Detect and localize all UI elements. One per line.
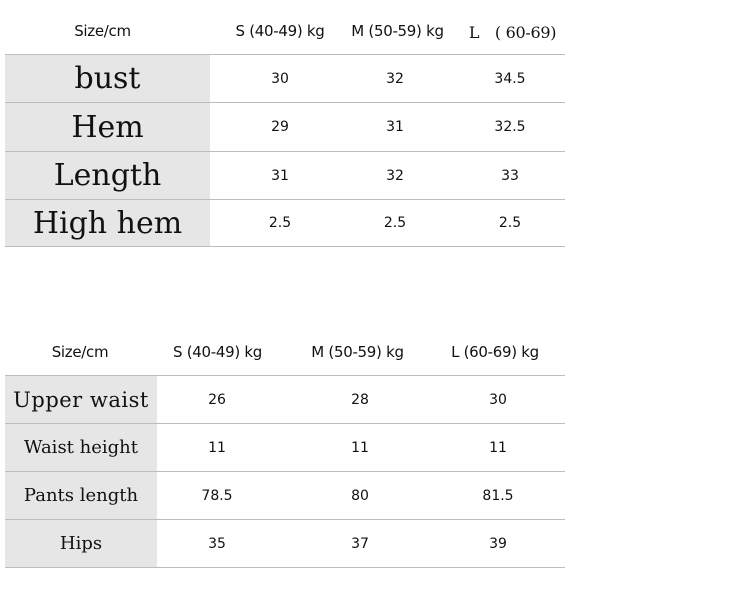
row-label-pants-length: Pants length	[5, 472, 157, 519]
value-cell: 11	[208, 439, 226, 456]
row-label-length: Length	[5, 152, 210, 199]
table-row	[0, 376, 565, 423]
value-cell: 35	[208, 535, 226, 552]
table-row	[0, 55, 565, 102]
value-cell: 2.5	[268, 215, 292, 231]
value-cell: 32	[386, 167, 404, 184]
table-row	[0, 424, 565, 471]
value-cell: 2.5	[383, 215, 407, 231]
value-cell: 30	[271, 70, 289, 87]
table-row	[0, 152, 565, 199]
row-label-hips: Hips	[5, 520, 157, 567]
table-header	[0, 330, 565, 374]
header-size-s: S (40-49) kg	[173, 343, 262, 361]
row-label-high-hem: High hem	[5, 200, 210, 246]
header-size-s: S (40-49) kg	[235, 22, 325, 40]
divider	[5, 567, 565, 568]
value-cell: 11	[351, 439, 369, 456]
value-cell: 37	[351, 535, 369, 552]
value-cell: 32.5	[494, 119, 526, 135]
row-label-waist-height: Waist height	[5, 424, 157, 471]
value-cell: 32	[386, 70, 404, 87]
value-cell: 81.5	[482, 487, 514, 504]
value-cell: 2.5	[498, 215, 522, 231]
value-cell: 80	[351, 487, 369, 504]
header-size-l: L ( 60-69)	[468, 22, 557, 42]
value-cell: 11	[489, 439, 507, 456]
value-cell: 28	[351, 391, 369, 408]
row-label-bust: bust	[5, 55, 210, 102]
value-cell: 29	[271, 119, 289, 135]
table-row	[0, 472, 565, 519]
header-size-cm: Size/cm	[51, 343, 109, 361]
row-label-hem: Hem	[5, 103, 210, 151]
table-row	[0, 520, 565, 567]
value-cell: 34.5	[494, 70, 526, 87]
row-label-upper-waist: Upper waist	[5, 376, 157, 423]
table-row	[0, 103, 565, 151]
table-header	[0, 10, 565, 52]
header-size-l: L (60-69) kg	[451, 343, 539, 361]
value-cell: 33	[501, 167, 519, 184]
value-cell: 39	[489, 535, 507, 552]
value-cell: 31	[271, 167, 289, 184]
value-cell: 31	[386, 119, 404, 135]
header-size-m: M (50-59) kg	[311, 343, 404, 361]
header-size-cm: Size/cm	[74, 22, 131, 40]
table-row	[0, 200, 565, 246]
value-cell: 30	[489, 391, 507, 408]
value-cell: 78.5	[201, 487, 233, 504]
divider	[5, 246, 565, 247]
header-size-m: M (50-59) kg	[351, 22, 444, 40]
value-cell: 26	[208, 391, 226, 408]
